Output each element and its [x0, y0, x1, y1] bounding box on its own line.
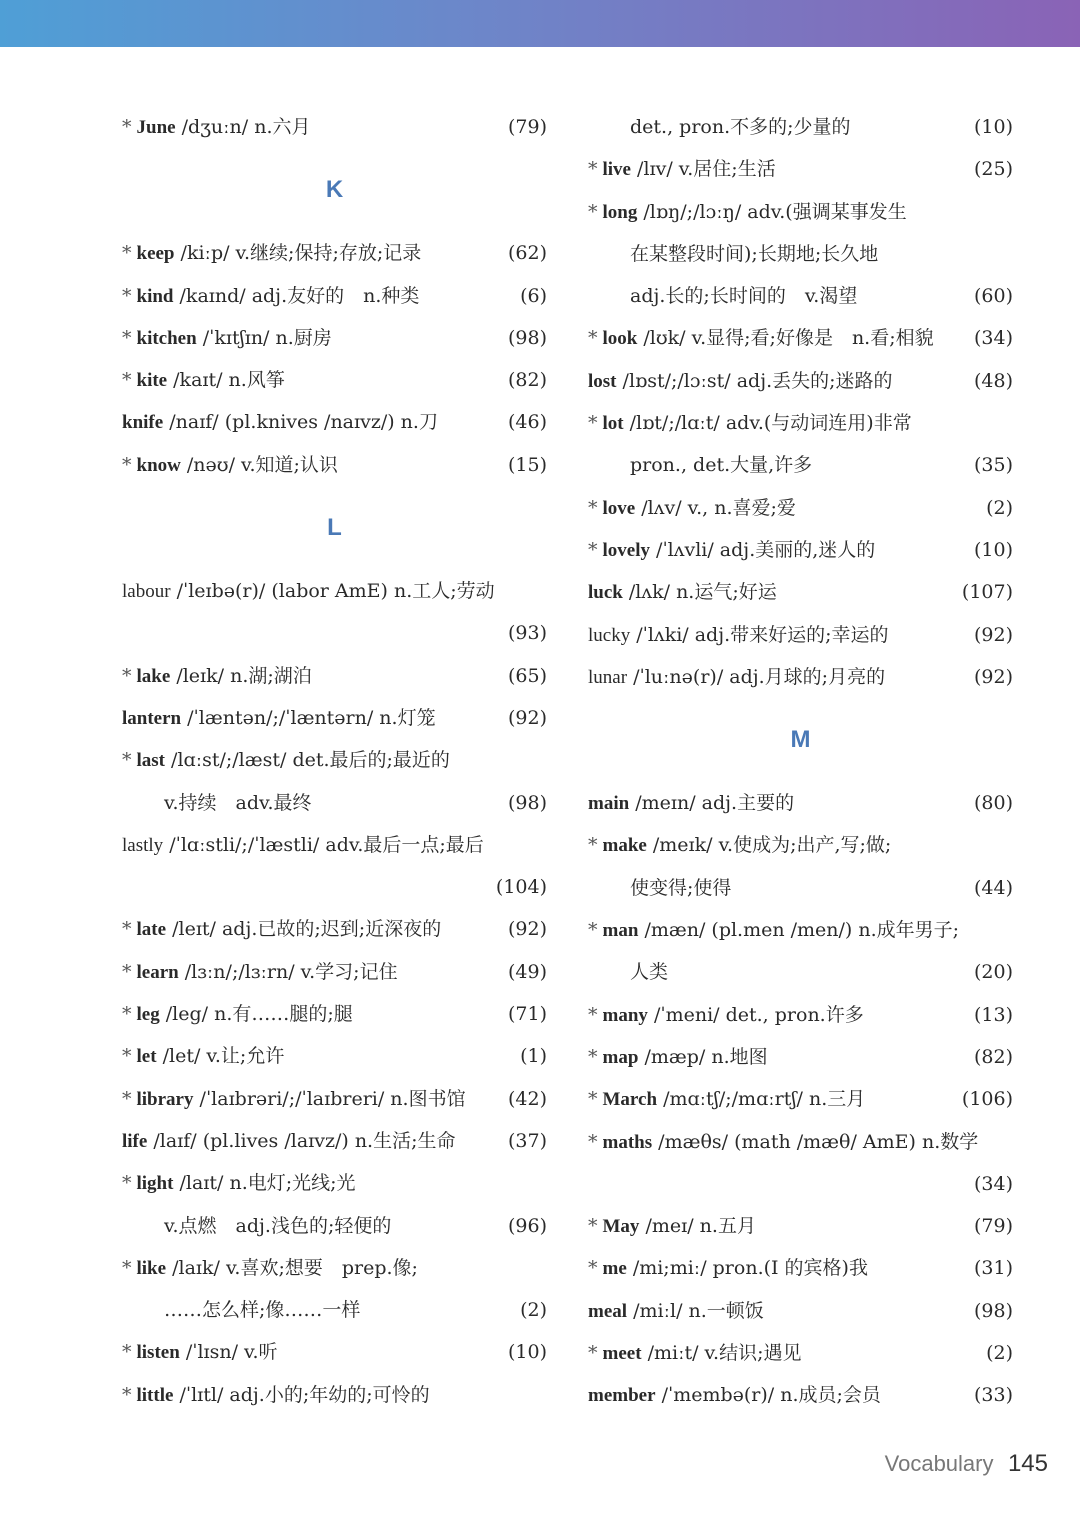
headword: lake — [136, 665, 171, 687]
vocab-entry — [122, 1374, 547, 1416]
headword: like — [136, 1257, 167, 1279]
vocab-entry — [122, 993, 547, 1035]
section-letter: K — [325, 176, 344, 204]
key-word-star: * — [122, 1087, 132, 1110]
key-word-star: * — [588, 834, 598, 857]
key-word-star: * — [588, 1257, 598, 1280]
definition: /ˈluːnə(r)/ adj.月球的;月亮的 — [633, 665, 886, 688]
unit-reference: (10) — [507, 1341, 547, 1364]
headword: life — [122, 1130, 148, 1152]
key-word-star: * — [588, 496, 598, 519]
headword: luck — [588, 582, 623, 604]
vocab-entry — [122, 106, 547, 148]
unit-reference: (2) — [986, 496, 1013, 519]
headword: library — [136, 1088, 194, 1110]
key-word-star: * — [122, 116, 132, 138]
headword: kind — [136, 285, 174, 307]
unit-reference: (10) — [973, 538, 1013, 561]
key-word-star: * — [122, 242, 132, 265]
top-banner — [0, 0, 1080, 47]
unit-reference: (42) — [507, 1087, 547, 1110]
definition: /leg/ n.有……腿的;腿 — [165, 1003, 353, 1026]
headword: labour — [122, 581, 171, 603]
headword: look — [602, 328, 638, 350]
entry-continuation — [122, 1205, 547, 1247]
headword: kitchen — [136, 327, 197, 349]
vocab-entry — [588, 1036, 1013, 1078]
vocab-entry — [122, 401, 547, 443]
headword: May — [602, 1216, 640, 1238]
definition: /lɑːst/;/læst/ det.最后的;最近的 — [171, 749, 450, 772]
headword: live — [602, 159, 631, 181]
headword: main — [588, 793, 630, 815]
vocab-entry — [588, 824, 1013, 866]
vocab-entry — [588, 1247, 1013, 1289]
definition: /ˈlɑːstli/;/ˈlæstli/ adv.最后一点;最后 — [169, 833, 484, 856]
key-word-star: * — [122, 664, 132, 687]
key-word-star: * — [122, 1045, 132, 1068]
unit-reference: (6) — [520, 284, 547, 307]
headword: lastly — [122, 834, 164, 856]
unit-reference: (60) — [973, 285, 1013, 308]
vocab-entry — [588, 909, 1013, 951]
headword: know — [136, 454, 181, 476]
vocab-entry — [588, 1374, 1013, 1416]
headword: long — [602, 201, 638, 223]
key-word-star: * — [588, 538, 598, 561]
definition: /ˈmembə(r)/ n.成员;会员 — [661, 1384, 881, 1407]
entry-continuation — [588, 275, 1013, 317]
definition: 在某整段时间);长期地;长久地 — [630, 242, 879, 265]
vocab-entry — [588, 1290, 1013, 1332]
headword: keep — [136, 243, 175, 265]
unit-reference: (96) — [507, 1214, 547, 1237]
vocab-entry — [122, 739, 547, 781]
unit-reference: (82) — [507, 369, 547, 392]
unit-reference: (80) — [973, 792, 1013, 815]
definition: /laɪk/ v.喜欢;想要 prep.像; — [172, 1256, 418, 1279]
unit-reference: (62) — [507, 242, 547, 265]
key-word-star: * — [122, 960, 132, 983]
entry-continuation — [122, 782, 547, 824]
key-word-star: * — [588, 1215, 598, 1238]
definition: /kaɪnd/ adj.友好的 n.种类 — [179, 284, 420, 307]
key-word-star: * — [122, 369, 132, 392]
definition: 使变得;使得 — [630, 876, 732, 899]
definition: /ˈlɪtl/ adj.小的;年幼的;可怜的 — [179, 1383, 430, 1406]
vocab-entry — [122, 1120, 547, 1162]
headword: maths — [602, 1131, 653, 1153]
entry-continuation — [588, 867, 1013, 909]
definition: 人类 — [630, 961, 669, 984]
vocab-entry — [588, 487, 1013, 529]
definition: /mæp/ n.地图 — [644, 1045, 768, 1068]
vocab-entry — [122, 1162, 547, 1204]
definition: /meɪ/ n.五月 — [645, 1215, 756, 1238]
key-word-star: * — [588, 1003, 598, 1026]
headword: listen — [136, 1342, 180, 1364]
key-word-star: * — [122, 1256, 132, 1279]
vocab-entry — [588, 191, 1013, 233]
vocab-entry — [588, 402, 1013, 444]
headword: map — [602, 1046, 639, 1068]
unit-reference: (20) — [973, 961, 1013, 984]
key-word-star: * — [122, 1341, 132, 1364]
headword: late — [136, 919, 167, 941]
entry-continuation — [122, 866, 547, 908]
vocab-entry — [588, 148, 1013, 190]
definition: /let/ v.让;允许 — [162, 1045, 285, 1068]
unit-reference: (10) — [973, 116, 1013, 138]
vocab-entry — [122, 359, 547, 401]
unit-reference: (35) — [973, 454, 1013, 477]
definition: /lʌk/ n.运气;好运 — [628, 581, 777, 604]
vocab-entry — [122, 317, 547, 359]
definition: /ˈlaɪbrəri/;/ˈlaɪbreri/ n.图书馆 — [199, 1087, 466, 1110]
unit-reference: (34) — [973, 1172, 1013, 1195]
definition: /ˈlɪsn/ v.听 — [185, 1341, 278, 1364]
headword: leg — [136, 1004, 160, 1026]
definition: /ˈlʌki/ adj.带来好运的;幸运的 — [636, 623, 889, 646]
definition: /ˈmeni/ det., pron.许多 — [653, 1003, 864, 1026]
definition: /naɪf/ (pl.knives /naɪvz/) n.刀 — [169, 411, 438, 434]
headword: June — [136, 117, 176, 138]
unit-reference: (107) — [961, 581, 1013, 604]
headword: knife — [122, 412, 164, 434]
unit-reference: (15) — [507, 453, 547, 476]
unit-reference: (92) — [507, 918, 547, 941]
unit-reference: (92) — [973, 665, 1013, 688]
vocab-entry — [122, 951, 547, 993]
definition: /laɪt/ n.电灯;光线;光 — [179, 1172, 356, 1195]
unit-reference: (46) — [507, 411, 547, 434]
unit-reference: (49) — [507, 960, 547, 983]
vocab-entry — [122, 824, 547, 866]
unit-reference: (2) — [520, 1299, 547, 1322]
vocab-entry — [122, 275, 547, 317]
headword: lantern — [122, 707, 182, 729]
headword: kite — [136, 370, 168, 392]
definition: /ˈlæntən/;/ˈlæntərn/ n.灯笼 — [187, 706, 436, 729]
key-word-star: * — [122, 918, 132, 941]
unit-reference: (13) — [973, 1003, 1013, 1026]
unit-reference: (106) — [961, 1088, 1013, 1111]
definition: /mɑːtʃ/;/mɑːrtʃ/ n.三月 — [663, 1088, 866, 1111]
unit-reference: (92) — [507, 706, 547, 729]
key-word-star: * — [588, 200, 598, 223]
definition: adj.长的;长时间的 v.渴望 — [630, 285, 858, 308]
key-word-star: * — [588, 1045, 598, 1068]
headword: March — [602, 1089, 658, 1111]
entry-continuation — [122, 1289, 547, 1331]
left-column — [122, 106, 547, 1416]
definition: /lɒŋ/;/lɔːŋ/ adv.(强调某事发生 — [643, 200, 907, 223]
definition: /nəʊ/ v.知道;认识 — [186, 453, 338, 476]
entry-continuation — [588, 106, 1013, 148]
unit-reference: (1) — [520, 1045, 547, 1068]
vocab-entry — [588, 614, 1013, 656]
section-letter: M — [790, 726, 811, 754]
definition: /mæθs/ (math /mæθ/ AmE) n.数学 — [658, 1130, 979, 1153]
headword: meal — [588, 1300, 628, 1322]
headword: me — [602, 1258, 627, 1280]
page-number: 145 — [1007, 1450, 1048, 1477]
vocab-entry — [122, 908, 547, 950]
definition: /leɪt/ adj.已故的;迟到;近深夜的 — [172, 918, 442, 941]
definition: /mæn/ (pl.men /men/) n.成年男子; — [644, 919, 960, 942]
headword: let — [136, 1046, 157, 1068]
definition: /lʊk/ v.显得;看;好像是 n.看;相貌 — [643, 327, 934, 350]
key-word-star: * — [122, 453, 132, 476]
definition: v.持续 adv.最终 — [164, 791, 312, 814]
headword: love — [602, 497, 636, 519]
unit-reference: (48) — [973, 369, 1013, 392]
vocab-entry — [588, 317, 1013, 359]
definition: /laɪf/ (pl.lives /laɪvz/) n.生活;生命 — [153, 1129, 456, 1152]
unit-reference: (65) — [507, 664, 547, 687]
headword: learn — [136, 961, 179, 983]
unit-reference: (104) — [495, 876, 547, 899]
vocab-entry — [122, 570, 547, 612]
definition: /meɪk/ v.使成为;出产,写;做; — [652, 834, 892, 857]
unit-reference: (92) — [973, 623, 1013, 646]
vocab-entry — [122, 1331, 547, 1373]
vocab-entry — [122, 655, 547, 697]
definition: /ˈleɪbə(r)/ (labor AmE) n.工人;劳动 — [176, 580, 495, 603]
section-letter: L — [327, 514, 342, 542]
key-word-star: * — [588, 919, 598, 942]
key-word-star: * — [588, 327, 598, 350]
vocab-entry — [588, 1121, 1013, 1163]
definition: /kaɪt/ n.风筝 — [173, 369, 285, 392]
unit-reference: (37) — [507, 1129, 547, 1152]
definition: v.点燃 adj.浅色的;轻便的 — [164, 1214, 392, 1237]
definition: /dʒuːn/ n.六月 — [181, 116, 311, 138]
definition: ……怎么样;像……一样 — [164, 1299, 361, 1322]
key-word-star: * — [588, 1130, 598, 1153]
headword: make — [602, 835, 647, 857]
headword: member — [588, 1385, 656, 1407]
vocab-entry — [122, 444, 547, 486]
headword: lost — [588, 370, 617, 392]
unit-reference: (79) — [507, 116, 547, 138]
unit-reference: (31) — [973, 1257, 1013, 1280]
key-word-star: * — [588, 1342, 598, 1365]
unit-reference: (34) — [973, 327, 1013, 350]
key-word-star: * — [122, 749, 132, 772]
vocab-entry — [588, 529, 1013, 571]
entry-continuation — [588, 951, 1013, 993]
vocab-entry — [588, 360, 1013, 402]
definition: /mi;miː/ pron.(I 的宾格)我 — [632, 1257, 868, 1280]
unit-reference: (98) — [507, 326, 547, 349]
definition: /leɪk/ n.湖;湖泊 — [176, 664, 312, 687]
vocab-entry — [588, 656, 1013, 698]
headword: lot — [602, 413, 624, 435]
key-word-star: * — [588, 158, 598, 181]
definition: /lɪv/ v.居住;生活 — [637, 158, 776, 181]
vocab-entry — [122, 1035, 547, 1077]
right-column — [588, 106, 1013, 1417]
vocab-entry — [588, 1078, 1013, 1120]
unit-reference: (98) — [507, 791, 547, 814]
definition: /meɪn/ adj.主要的 — [635, 792, 795, 815]
vocab-entry — [588, 1205, 1013, 1247]
entry-continuation — [588, 444, 1013, 486]
unit-reference: (33) — [973, 1384, 1013, 1407]
vocab-entry — [122, 1247, 547, 1289]
definition: det., pron.不多的;少量的 — [630, 116, 851, 138]
definition: /lʌv/ v., n.喜爱;爱 — [641, 496, 796, 519]
unit-reference: (44) — [973, 876, 1013, 899]
unit-reference: (25) — [973, 158, 1013, 181]
unit-reference: (79) — [973, 1215, 1013, 1238]
entry-continuation — [588, 1163, 1013, 1205]
unit-reference: (71) — [507, 1003, 547, 1026]
definition: /lɜːn/;/lɜːrn/ v.学习;记住 — [184, 960, 398, 983]
headword: many — [602, 1004, 648, 1026]
definition: /lɒt/;/lɑːt/ adv.(与动词连用)非常 — [629, 412, 912, 435]
key-word-star: * — [122, 1383, 132, 1406]
key-word-star: * — [588, 412, 598, 435]
headword: light — [136, 1173, 174, 1195]
vocab-entry — [122, 697, 547, 739]
page-footer — [885, 1450, 1048, 1490]
unit-reference: (82) — [973, 1045, 1013, 1068]
vocab-entry — [588, 782, 1013, 824]
unit-reference: (93) — [507, 622, 547, 645]
headword: man — [602, 920, 639, 942]
key-word-star: * — [122, 1003, 132, 1026]
vocab-entry — [588, 571, 1013, 613]
definition: /miːl/ n.一顿饭 — [633, 1299, 764, 1322]
key-word-star: * — [122, 284, 132, 307]
key-word-star: * — [588, 1088, 598, 1111]
unit-reference: (98) — [973, 1299, 1013, 1322]
headword: last — [136, 750, 165, 772]
headword: lovely — [602, 539, 650, 561]
headword: lucky — [588, 624, 631, 646]
key-word-star: * — [122, 1172, 132, 1195]
definition: /ˈkɪtʃɪn/ n.厨房 — [202, 326, 332, 349]
footer-section-label: Vocabulary — [884, 1451, 994, 1476]
headword: meet — [602, 1343, 642, 1365]
vocab-entry — [588, 1332, 1013, 1374]
vocab-entry — [122, 1078, 547, 1120]
definition: /ˈlʌvli/ adj.美丽的,迷人的 — [656, 538, 876, 561]
vocab-entry — [122, 232, 547, 274]
headword: lunar — [588, 666, 628, 688]
definition: /miːt/ v.结识;遇见 — [647, 1342, 802, 1365]
entry-continuation — [122, 612, 547, 654]
headword: little — [136, 1384, 174, 1406]
definition: pron., det.大量,许多 — [630, 454, 813, 477]
vocab-entry — [588, 994, 1013, 1036]
entry-continuation — [588, 233, 1013, 275]
definition: /lɒst/;/lɔːst/ adj.丢失的;迷路的 — [622, 369, 893, 392]
unit-reference: (2) — [986, 1342, 1013, 1365]
key-word-star: * — [122, 326, 132, 349]
definition: /kiːp/ v.继续;保持;存放;记录 — [180, 242, 422, 265]
